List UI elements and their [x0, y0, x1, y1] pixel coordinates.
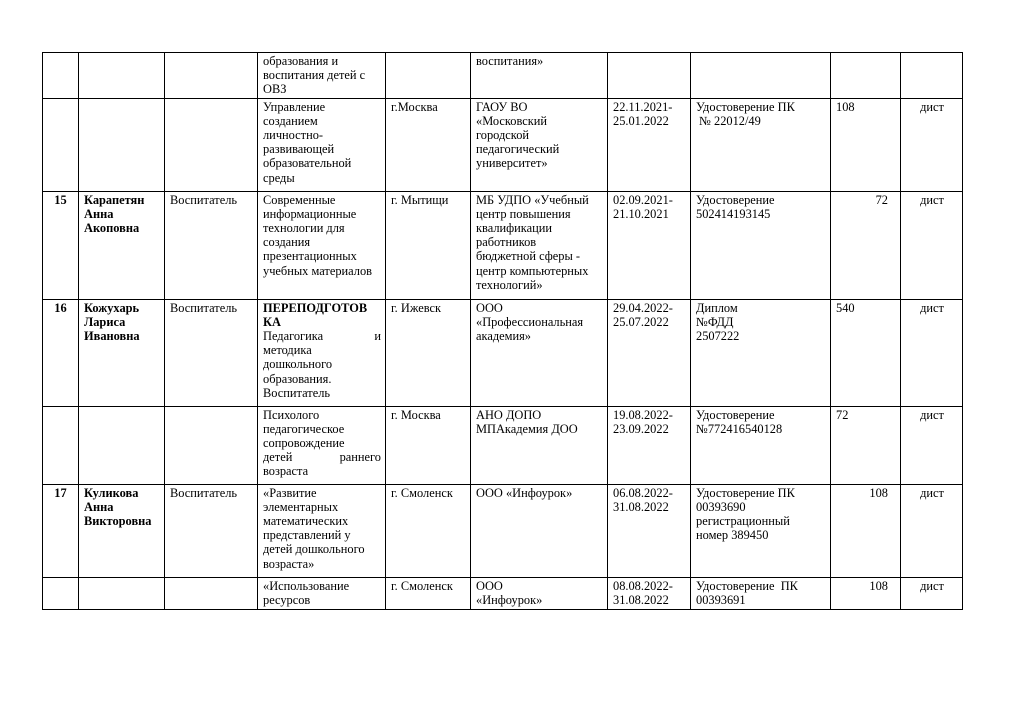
program-first-line — [263, 329, 381, 343]
dates-cell — [608, 53, 691, 99]
program-cell — [258, 98, 386, 191]
document-line: Удостоверение — [696, 407, 775, 422]
organization-line: ООО «Инфоурок» — [476, 485, 573, 500]
program-line: развивающей — [263, 142, 335, 157]
employee-surname: Куликова — [84, 485, 139, 500]
position-cell: Воспитатель — [165, 191, 258, 299]
table-row — [43, 191, 963, 299]
organization-cell — [471, 191, 608, 299]
city-cell: г.Москва — [386, 98, 471, 191]
organization-line: городской — [476, 128, 530, 143]
employee-name-cell — [79, 53, 165, 99]
hours-cell: 72 — [831, 406, 901, 484]
form-cell: дист — [901, 577, 963, 609]
position-cell — [165, 577, 258, 609]
table-row — [43, 406, 963, 484]
program-line: ОВЗ — [263, 82, 287, 97]
dates-cell — [608, 577, 691, 609]
document-cell — [691, 577, 831, 609]
organization-cell — [471, 299, 608, 406]
employee-patronymic: Ивановна — [84, 329, 140, 344]
date-start: 02.09.2021- — [613, 192, 673, 207]
program-line: представлений у — [263, 528, 351, 543]
program-line: дошкольного — [263, 357, 333, 372]
organization-line: «Инфоурок» — [476, 592, 543, 607]
city-cell — [386, 53, 471, 99]
position-cell — [165, 98, 258, 191]
row-number-cell: 16 — [43, 299, 79, 406]
program-word: Педагогика — [263, 329, 324, 344]
position-cell — [165, 406, 258, 484]
organization-line: центр компьютерных — [476, 263, 589, 278]
dates-cell — [608, 484, 691, 577]
table-row — [43, 98, 963, 191]
document-line: номер 389450 — [696, 528, 769, 543]
program-line: «Развитие — [263, 485, 317, 500]
organization-line: АНО ДОПО — [476, 407, 542, 422]
date-end: 23.09.2022 — [613, 421, 669, 436]
date-end: 31.08.2022 — [613, 592, 669, 607]
employee-name-cell — [79, 299, 165, 406]
program-line: образования. — [263, 371, 332, 386]
form-cell: дист — [901, 406, 963, 484]
dates-cell — [608, 98, 691, 191]
program-word: раннего — [339, 450, 381, 465]
city-cell: г. Ижевск — [386, 299, 471, 406]
document-cell — [691, 191, 831, 299]
program-line: создания — [263, 235, 311, 250]
row-number-cell — [43, 406, 79, 484]
program-line: сопровождение — [263, 436, 345, 451]
organization-cell — [471, 406, 608, 484]
program-line: «Использование — [263, 578, 350, 593]
program-line: личностно- — [263, 128, 324, 143]
organization-cell — [471, 98, 608, 191]
document-line: 00393690 — [696, 499, 746, 514]
employee-name-cell — [79, 577, 165, 609]
document-line: 2507222 — [696, 329, 740, 344]
program-cell — [258, 406, 386, 484]
document-line: Удостоверение — [696, 192, 775, 207]
organization-line: центр повышения — [476, 206, 571, 221]
document-line: регистрационный — [696, 514, 790, 529]
table-row — [43, 484, 963, 577]
program-line: Воспитатель — [263, 385, 331, 400]
employee-first-name: Анна — [84, 499, 114, 514]
program-cell — [258, 191, 386, 299]
hours-cell — [831, 53, 901, 99]
table-row — [43, 299, 963, 406]
program-line: Управление — [263, 99, 326, 114]
hours-cell: 108 — [831, 577, 901, 609]
program-line: Психолого — [263, 407, 320, 422]
organization-cell — [471, 577, 608, 609]
dates-cell — [608, 191, 691, 299]
organization-line: «Профессиональная — [476, 314, 584, 329]
position-cell: Воспитатель — [165, 484, 258, 577]
document-line: Удостоверение ПК — [696, 99, 795, 114]
program-title-line: ПЕРЕПОДГОТОВ — [263, 300, 368, 315]
organization-cell — [471, 484, 608, 577]
organization-line: МПАкадемия ДОО — [476, 421, 578, 436]
program-line: математических — [263, 514, 349, 529]
organization-line: академия» — [476, 329, 532, 344]
row-number-cell — [43, 98, 79, 191]
organization-line: педагогический — [476, 142, 560, 157]
document-cell — [691, 98, 831, 191]
program-line: среды — [263, 170, 295, 185]
document-line: Удостоверение ПК — [696, 578, 798, 593]
employee-patronymic: Викторовна — [84, 514, 152, 529]
employee-patronymic: Акоповна — [84, 221, 140, 236]
employee-first-name: Лариса — [84, 314, 126, 329]
employee-surname: Карапетян — [84, 192, 145, 207]
program-line: информационные — [263, 206, 357, 221]
program-line: воспитания детей с — [263, 68, 366, 83]
organization-line: технологий» — [476, 277, 543, 292]
program-line: учебных материалов — [263, 263, 372, 278]
date-start: 29.04.2022- — [613, 300, 673, 315]
program-line: технологии для — [263, 221, 345, 236]
document-cell — [691, 53, 831, 99]
program-cell — [258, 484, 386, 577]
organization-line: ООО — [476, 300, 503, 315]
program-line: элементарных — [263, 499, 339, 514]
row-number-cell: 17 — [43, 484, 79, 577]
document-cell — [691, 299, 831, 406]
program-line: возраста — [263, 464, 309, 479]
employee-first-name: Анна — [84, 206, 114, 221]
program-cell — [258, 53, 386, 99]
city-cell: г. Мытищи — [386, 191, 471, 299]
employee-name-cell — [79, 191, 165, 299]
organization-cell — [471, 53, 608, 99]
document-cell — [691, 406, 831, 484]
city-cell: г. Смоленск — [386, 577, 471, 609]
employee-name-cell — [79, 406, 165, 484]
organization-line: «Московский — [476, 113, 548, 128]
program-line: методика — [263, 343, 312, 358]
row-number-cell — [43, 577, 79, 609]
program-line: созданием — [263, 113, 318, 128]
date-end: 25.07.2022 — [613, 314, 669, 329]
organization-line: работников — [476, 235, 537, 250]
position-cell: Воспитатель — [165, 299, 258, 406]
table-row — [43, 53, 963, 99]
employee-surname: Кожухарь — [84, 300, 140, 315]
organization-line: воспитания» — [476, 54, 544, 68]
hours-cell: 108 — [831, 98, 901, 191]
document-line: №772416540128 — [696, 421, 783, 436]
organization-line: университет» — [476, 156, 548, 171]
date-end: 21.10.2021 — [613, 206, 669, 221]
date-end: 31.08.2022 — [613, 499, 669, 514]
program-split-line — [263, 450, 381, 464]
form-cell: дист — [901, 191, 963, 299]
dates-cell — [608, 406, 691, 484]
form-cell: дист — [901, 299, 963, 406]
employee-name-cell — [79, 98, 165, 191]
program-cell — [258, 299, 386, 406]
position-cell — [165, 53, 258, 99]
employee-name-cell — [79, 484, 165, 577]
program-line: ресурсов — [263, 592, 311, 607]
hours-cell: 540 — [831, 299, 901, 406]
program-word: и — [374, 329, 381, 344]
document-cell — [691, 484, 831, 577]
row-number-cell: 15 — [43, 191, 79, 299]
program-cell — [258, 577, 386, 609]
date-start: 22.11.2021- — [613, 99, 673, 114]
document-line: 502414193145 — [696, 206, 771, 221]
city-cell: г. Смоленск — [386, 484, 471, 577]
organization-line: ООО — [476, 578, 503, 593]
dates-cell — [608, 299, 691, 406]
organization-line: бюджетной сферы - — [476, 249, 581, 264]
organization-line: МБ УДПО «Учебный — [476, 192, 589, 207]
program-line: педагогическое — [263, 421, 345, 436]
hours-cell: 72 — [831, 191, 901, 299]
document-line: №ФДД — [696, 314, 734, 329]
date-end: 25.01.2022 — [613, 113, 669, 128]
organization-line: ГАОУ ВО — [476, 99, 528, 114]
date-start: 19.08.2022- — [613, 407, 673, 422]
training-records-table — [42, 52, 963, 610]
document-line: Диплом — [696, 300, 738, 315]
row-number-cell — [43, 53, 79, 99]
program-title-line: КА — [263, 314, 281, 329]
document-line: № 22012/49 — [696, 113, 761, 128]
form-cell: дист — [901, 484, 963, 577]
program-line: детей дошкольного — [263, 542, 365, 557]
city-cell: г. Москва — [386, 406, 471, 484]
hours-cell: 108 — [831, 484, 901, 577]
document-line: 00393691 — [696, 592, 746, 607]
program-line: презентационных — [263, 249, 357, 264]
date-start: 08.08.2022- — [613, 578, 673, 593]
program-line: возраста» — [263, 556, 315, 571]
document-line: Удостоверение ПК — [696, 485, 795, 500]
form-cell: дист — [901, 98, 963, 191]
organization-line: квалификации — [476, 221, 553, 236]
program-word: детей — [263, 450, 293, 465]
table-row — [43, 577, 963, 609]
date-start: 06.08.2022- — [613, 485, 673, 500]
program-line: образовательной — [263, 156, 352, 171]
program-line: Современные — [263, 192, 336, 207]
program-line: образования и — [263, 54, 339, 68]
form-cell — [901, 53, 963, 99]
